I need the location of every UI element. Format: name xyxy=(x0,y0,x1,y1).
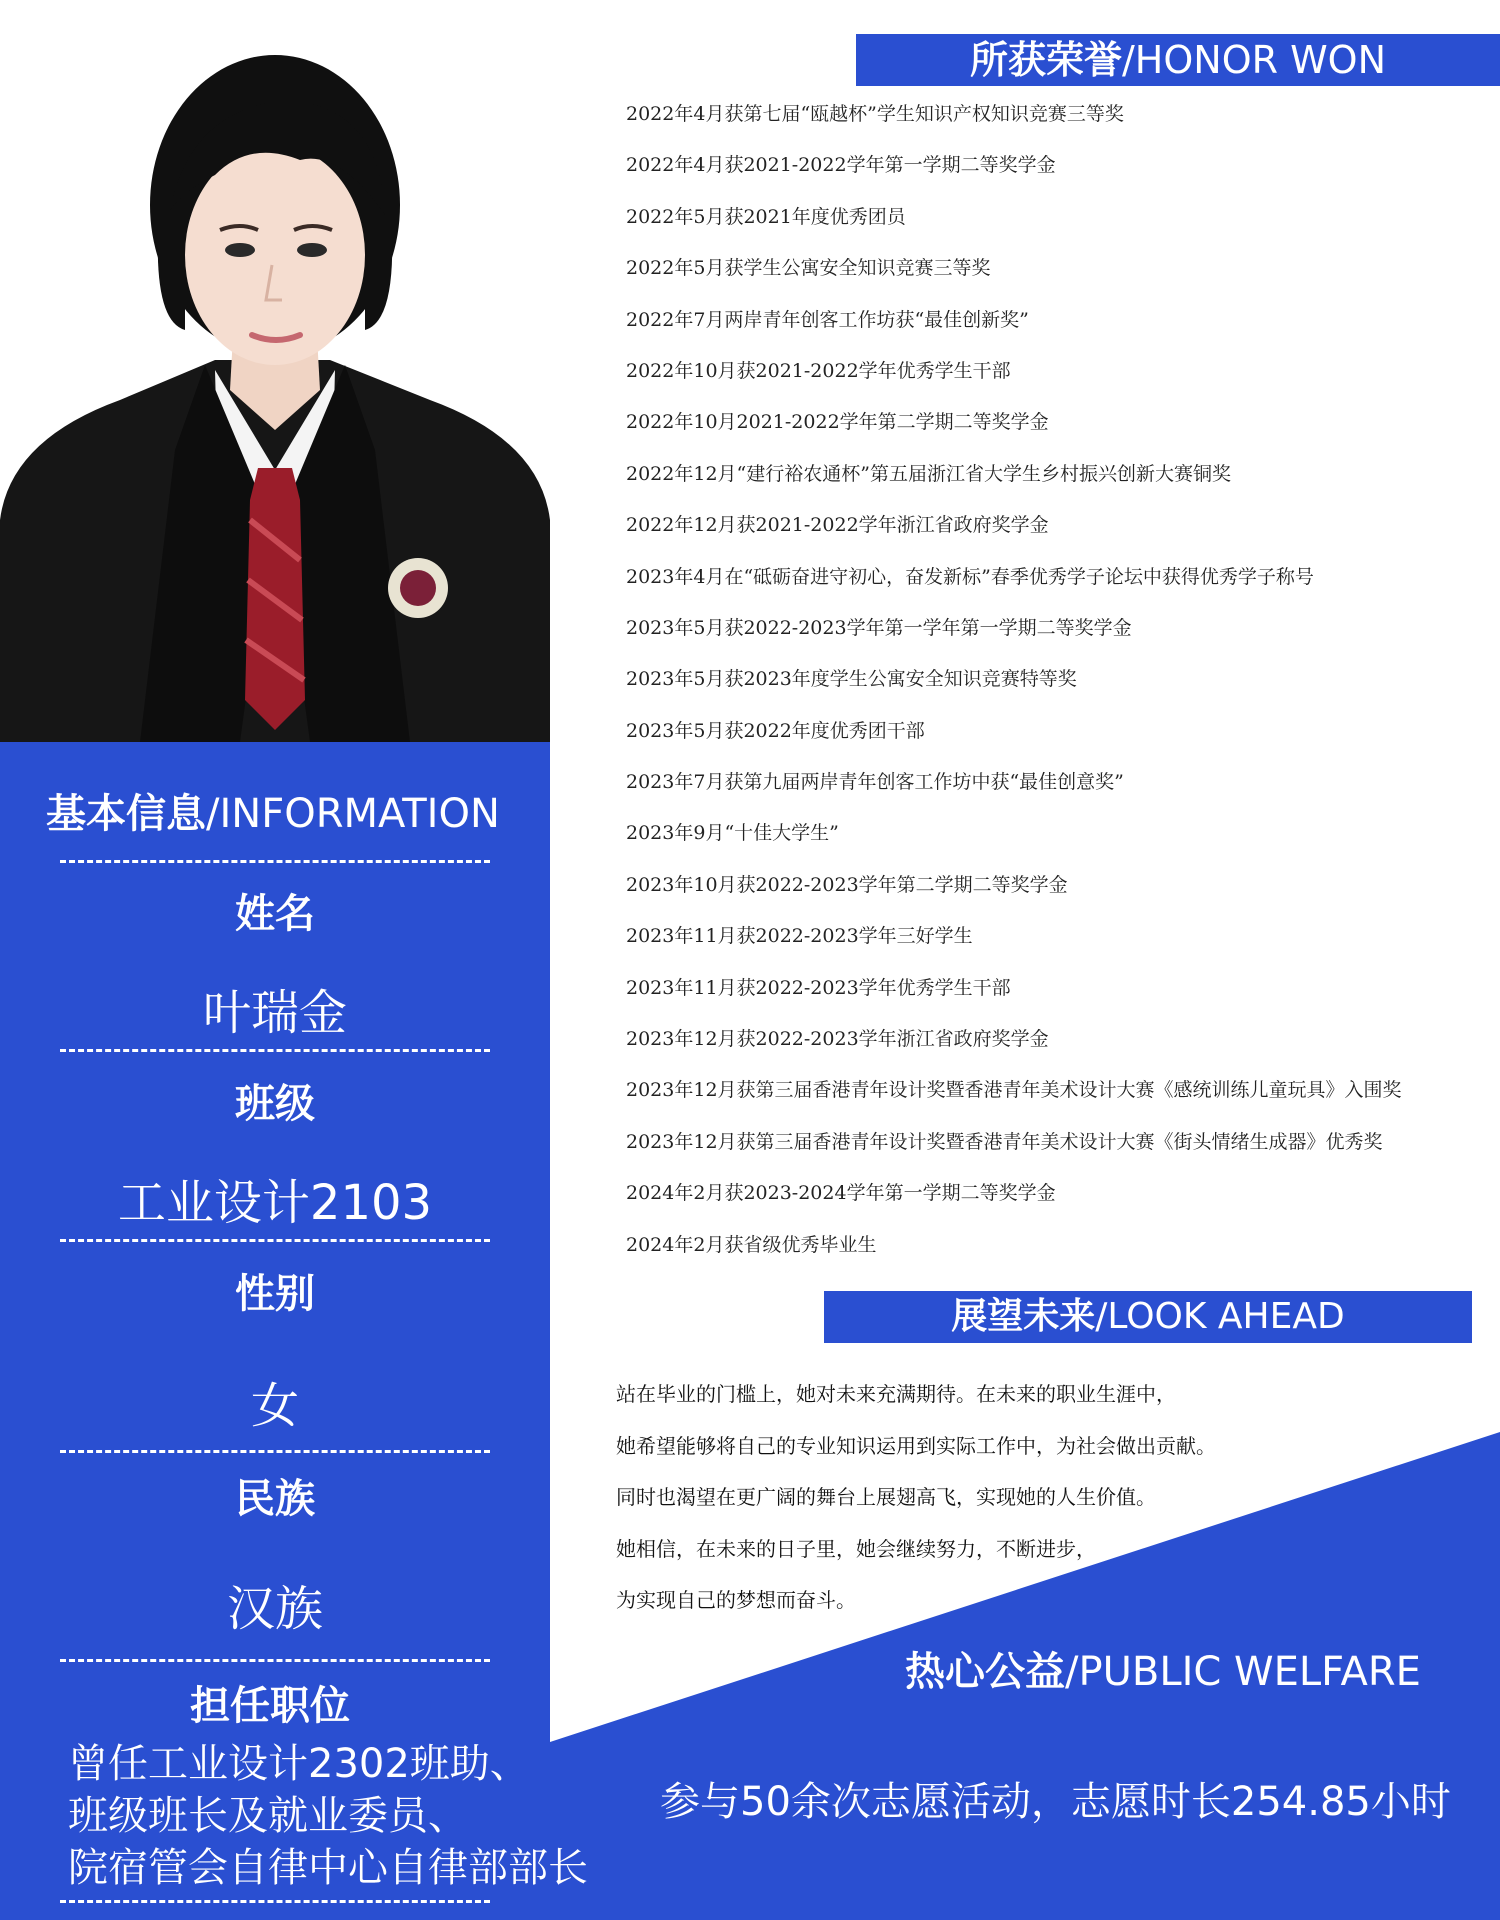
divider xyxy=(60,1450,490,1453)
gender-value: 女 xyxy=(250,1378,299,1434)
public-welfare-heading-en: /PUBLIC WELFARE xyxy=(1065,1649,1421,1695)
look-ahead-line: 同时也渴望在更广阔的舞台上展翅高飞，实现她的人生价值。 xyxy=(616,1485,1156,1509)
position-line: 曾任工业设计2302班助、 xyxy=(68,1741,530,1787)
honor-item: 2022年5月获2021年度优秀团员 xyxy=(626,205,906,228)
honor-item: 2023年12月获第三届香港青年设计奖暨香港青年美术设计大赛《感统训练儿童玩具》入围奖 xyxy=(626,1079,1402,1102)
look-ahead-line: 为实现自己的梦想而奋斗。 xyxy=(616,1588,856,1612)
honor-item: 2023年12月获第三届香港青年设计奖暨香港青年美术设计大赛《街头情绪生成器》优秀奖 xyxy=(626,1130,1383,1153)
name-label: 姓名 xyxy=(235,891,315,937)
honor-item: 2024年2月获省级优秀毕业生 xyxy=(626,1233,877,1256)
honor-header-en: /HONOR WON xyxy=(1122,38,1387,82)
honor-item: 2023年11月获2022-2023学年三好学生 xyxy=(626,925,973,948)
honor-item: 2023年11月获2022-2023学年优秀学生干部 xyxy=(626,976,1011,999)
class-label: 班级 xyxy=(235,1081,315,1127)
divider xyxy=(60,860,490,863)
look-ahead-line: 她希望能够将自己的专业知识运用到实际工作中，为社会做出贡献。 xyxy=(616,1433,1216,1458)
honor-item: 2022年4月获第七届“瓯越杯”学生知识产权知识竞赛三等奖 xyxy=(626,103,1124,125)
ethnic-value: 汉族 xyxy=(226,1581,323,1637)
info-heading xyxy=(46,782,500,839)
divider xyxy=(60,1900,490,1903)
honor-item: 2023年7月获第九届两岸青年创客工作坊中获“最佳创意奖” xyxy=(626,771,1124,794)
info-heading-cn: 基本信息 xyxy=(46,791,206,837)
honor-item: 2023年10月获2022-2023学年第二学期二等奖学金 xyxy=(626,873,1068,896)
honor-item: 2022年5月获学生公寓安全知识竞赛三等奖 xyxy=(626,257,991,280)
position-line: 班级班长及就业委员、 xyxy=(68,1793,468,1839)
class-value: 工业设计2103 xyxy=(117,1175,433,1231)
divider xyxy=(60,1239,490,1242)
position-label: 担任职位 xyxy=(190,1683,350,1729)
honor-item: 2023年9月“十佳大学生” xyxy=(626,822,839,845)
honor-item: 2024年2月获2023-2024学年第一学期二等奖学金 xyxy=(626,1182,1056,1205)
profile-photo xyxy=(0,0,550,742)
honor-header-cn: 所获荣誉 xyxy=(969,38,1122,82)
honor-header xyxy=(856,34,1500,86)
divider xyxy=(60,1049,490,1052)
honor-list xyxy=(626,94,1486,1276)
ethnic-label: 民族 xyxy=(235,1476,315,1522)
look-ahead-header xyxy=(824,1291,1472,1343)
honor-item: 2023年5月获2022-2023学年第一学年第一学期二等奖学金 xyxy=(626,616,1132,639)
gender-label: 性别 xyxy=(235,1271,315,1317)
honor-item: 2023年5月获2023年度学生公寓安全知识竞赛特等奖 xyxy=(626,668,1077,691)
honor-item: 2022年12月获2021-2022学年浙江省政府奖学金 xyxy=(626,514,1049,537)
honor-item: 2022年10月2021-2022学年第二学期二等奖学金 xyxy=(626,411,1049,434)
honor-item: 2023年5月获2022年度优秀团干部 xyxy=(626,719,925,742)
honor-item: 2022年10月获2021-2022学年优秀学生干部 xyxy=(626,359,1011,382)
info-panel xyxy=(0,742,588,1920)
look-ahead-line: 站在毕业的门槛上，她对未来充满期待。在未来的职业生涯中， xyxy=(616,1382,1176,1406)
name-value: 叶瑞金 xyxy=(202,985,347,1041)
look-ahead-header-cn: 展望未来 xyxy=(951,1296,1096,1337)
look-ahead-line: 她相信，在未来的日子里，她会继续努力，不断进步， xyxy=(616,1536,1096,1561)
position-list xyxy=(68,1738,628,1894)
honor-item: 2023年4月在“砥砺奋进守初心，奋发新标”春季优秀学子论坛中获得优秀学子称号 xyxy=(626,565,1314,588)
honor-item: 2022年7月两岸青年创客工作坊获“最佳创新奖” xyxy=(626,308,1029,331)
public-welfare-text: 参与50余次志愿活动，志愿时长254.85小时 xyxy=(660,1779,1451,1825)
public-welfare-heading-cn: 热心公益 xyxy=(905,1649,1065,1695)
look-ahead-header-en: /LOOK AHEAD xyxy=(1095,1296,1345,1337)
divider xyxy=(60,1659,490,1662)
honor-item: 2022年12月“建行裕农通杯”第五届浙江省大学生乡村振兴创新大赛铜奖 xyxy=(626,462,1231,485)
look-ahead-text xyxy=(616,1374,1376,1632)
honor-item: 2023年12月获2022-2023学年浙江省政府奖学金 xyxy=(626,1028,1049,1051)
position-line: 院宿管会自律中心自律部部长 xyxy=(68,1845,588,1891)
honor-item: 2022年4月获2021-2022学年第一学期二等奖学金 xyxy=(626,154,1056,177)
info-heading-en: /INFORMATION xyxy=(206,791,500,837)
public-welfare-heading xyxy=(905,1640,1421,1697)
